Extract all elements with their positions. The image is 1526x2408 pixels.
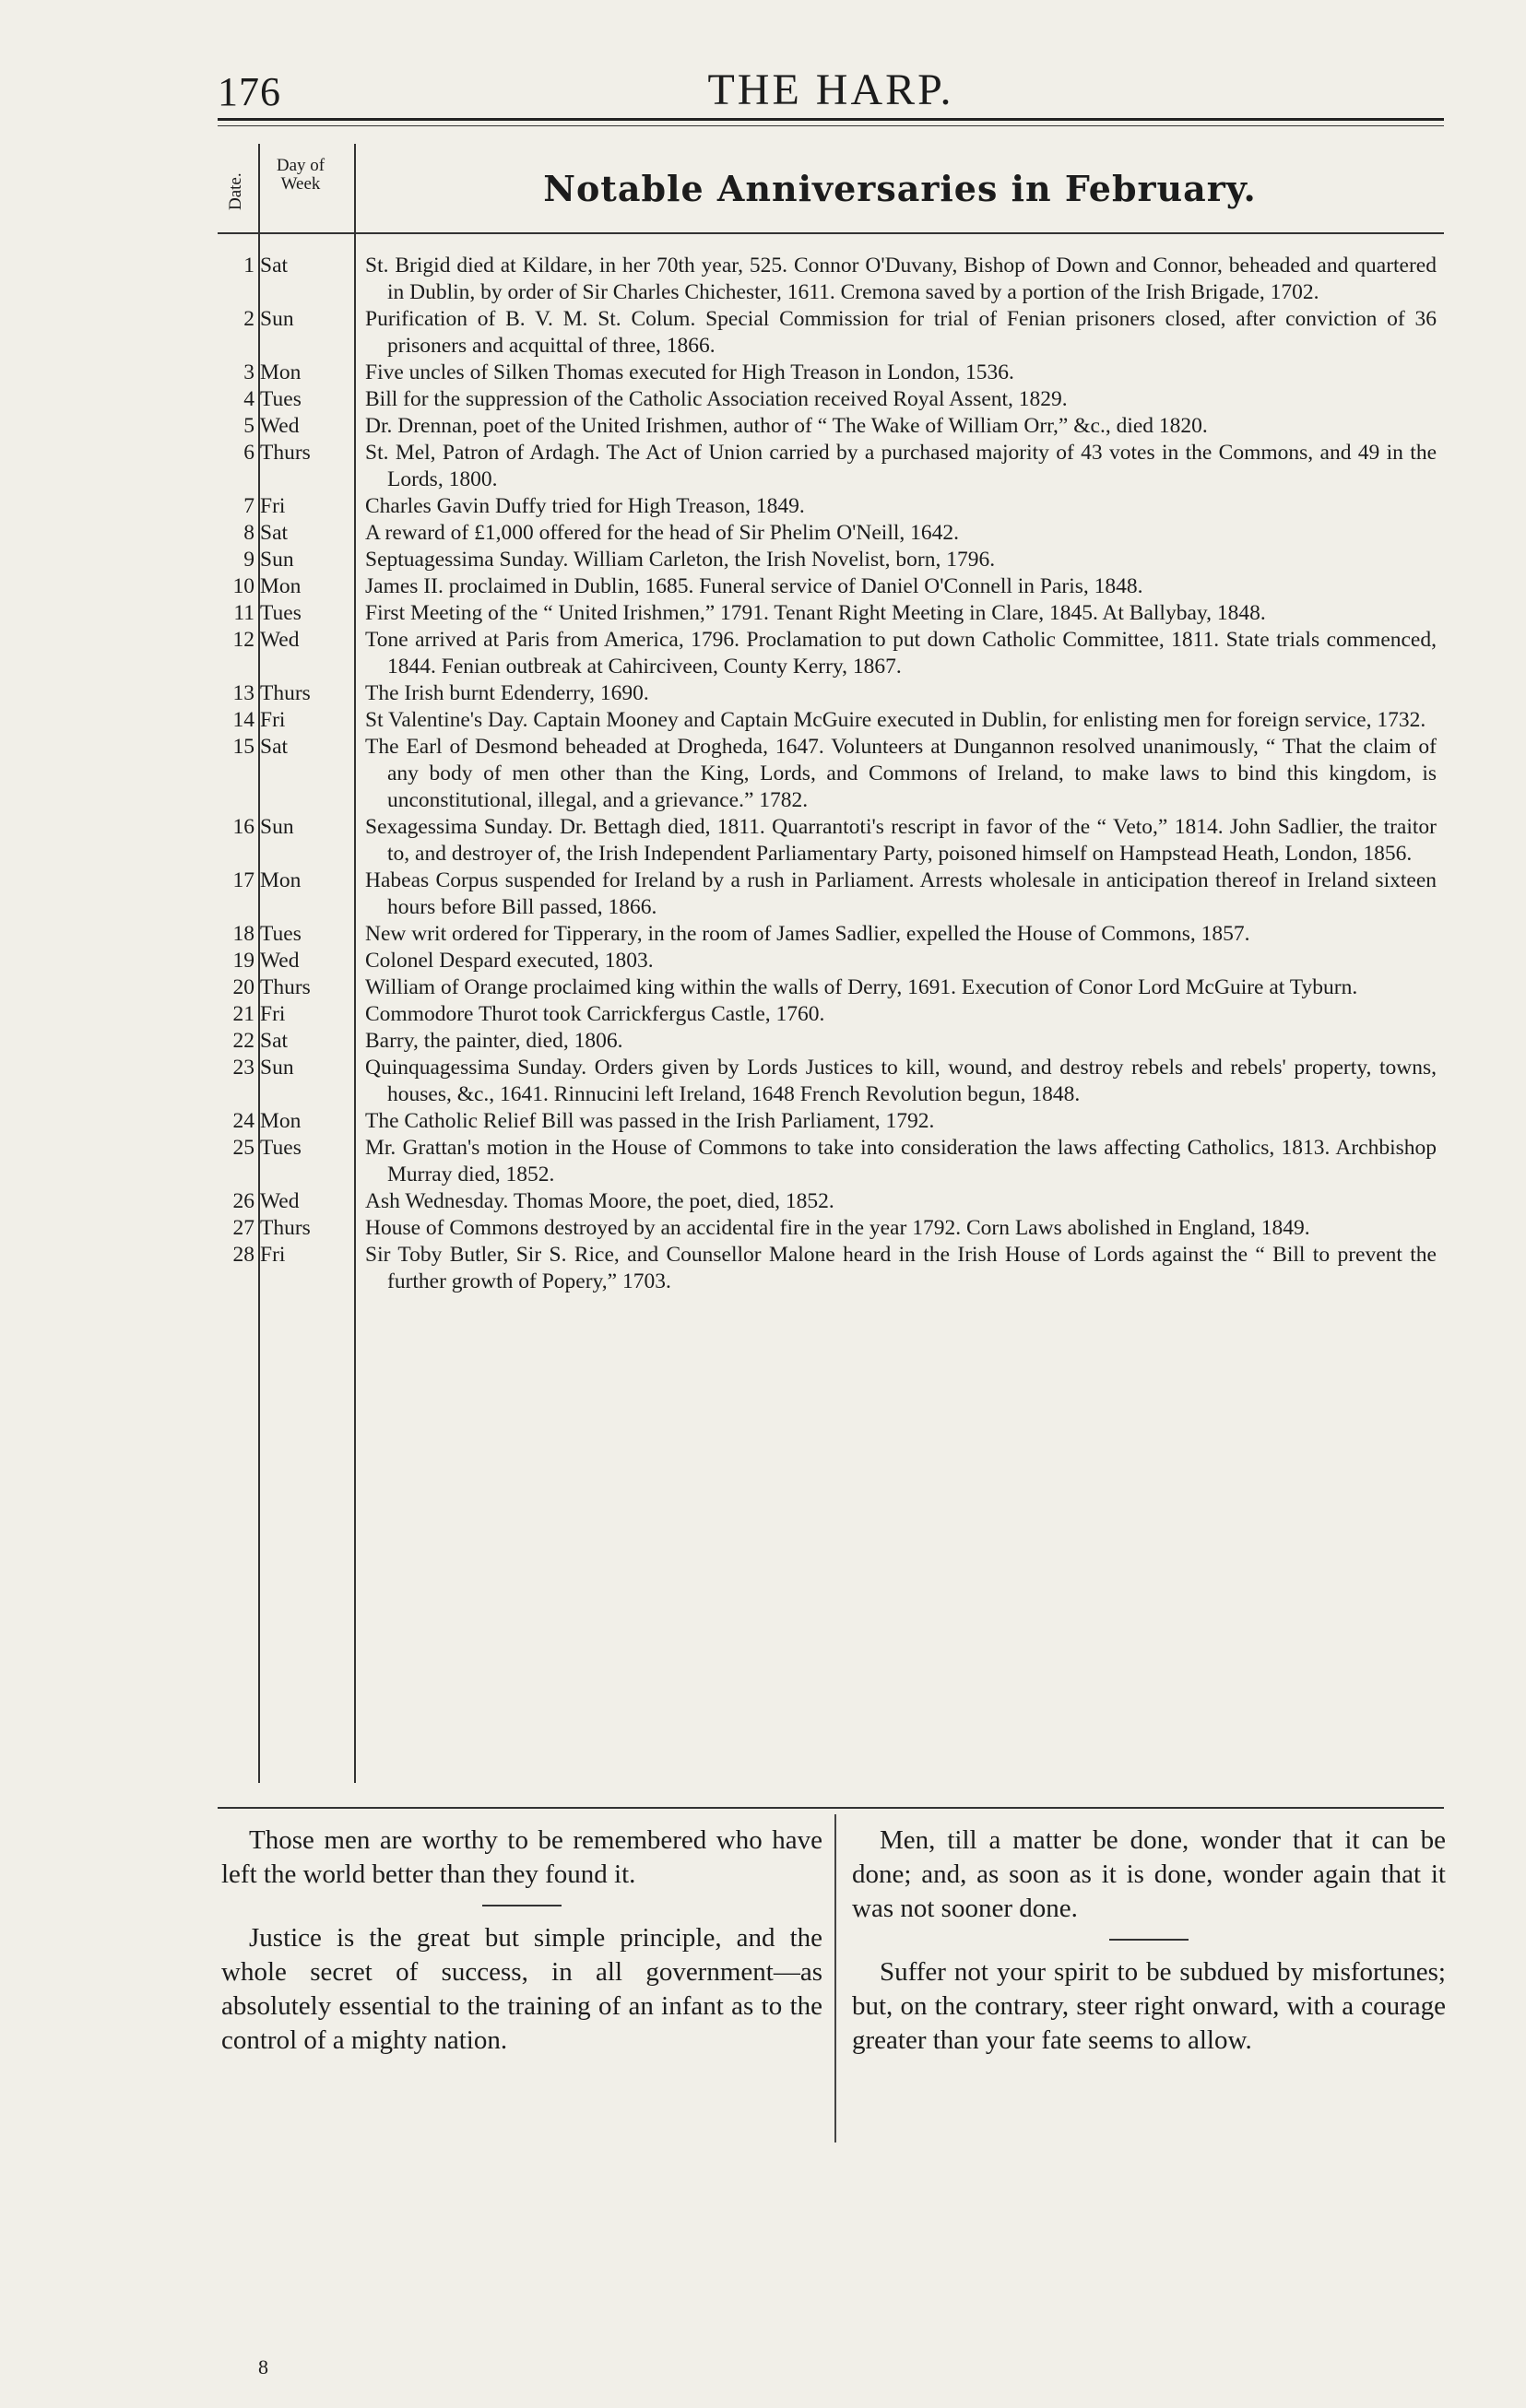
table-row: [218, 1135, 1444, 1188]
row-date: 2: [243, 307, 254, 331]
row-day-of-week: Sat: [260, 521, 289, 545]
row-date: 27: [232, 1216, 254, 1240]
row-date: 12: [232, 628, 254, 652]
sayings-column-divider: [834, 1814, 836, 2142]
row-events: Barry, the painter, died, 1806.: [365, 1029, 623, 1053]
header-rule-thin: [218, 125, 1444, 126]
row-events: House of Commons destroyed by an accidental fire in the year 1792. Corn Laws abolished in England, 1849.: [365, 1216, 1310, 1240]
header-rule: [218, 118, 1444, 121]
row-date: 8: [243, 521, 254, 545]
running-title: THE HARP.: [707, 65, 954, 114]
row-day-of-week: Thurs: [260, 681, 311, 705]
row-day-of-week: Sat: [260, 735, 289, 759]
table-row: [218, 493, 1444, 520]
row-date: 22: [232, 1029, 254, 1053]
row-day-of-week: Sun: [260, 307, 294, 331]
table-row: [218, 1242, 1444, 1295]
row-day-of-week: Fri: [260, 1002, 286, 1026]
table-row: [218, 547, 1444, 573]
row-events: Colonel Despard executed, 1803.: [365, 949, 654, 973]
table-row: [218, 1055, 1444, 1108]
table-row: [218, 680, 1444, 707]
row-events: St. Brigid died at Kildare, in her 70th year, 525. Connor O'Duvany, Bishop of Down and Connor, beheaded and quartered in Dublin, by order of Sir Charles Chichester, 1611. Cremona saved by a portion of the Irish Brigade, 1702.: [365, 254, 1437, 304]
sayings-rule: [218, 1807, 1444, 1809]
row-events: Tone arrived at Paris from America, 1796. Proclamation to put down Catholic Committee, 1811. State trials commenced, 1844. Fenian outbreak at Cahirciveen, County Kerry, 1867.: [365, 628, 1437, 679]
column-header-day-of-week: Day of Week: [276, 156, 325, 194]
table-row: [218, 707, 1444, 734]
row-day-of-week: Sat: [260, 1029, 289, 1053]
table-row: [218, 948, 1444, 974]
row-date: 9: [243, 548, 254, 572]
row-events: Septuagessima Sunday. William Carleton, the Irish Novelist, born, 1796.: [365, 548, 996, 572]
row-date: 10: [232, 574, 254, 598]
row-date: 7: [243, 494, 254, 518]
row-date: 4: [243, 387, 254, 411]
row-date: 15: [232, 735, 254, 759]
table-row: [218, 814, 1444, 868]
table-row: [218, 921, 1444, 948]
row-day-of-week: Tues: [260, 601, 302, 625]
saying: Those men are worthy to be remembered who have left the world better than they found it.: [221, 1825, 822, 1889]
row-day-of-week: Wed: [260, 1189, 300, 1213]
row-date: 6: [243, 441, 254, 465]
table-row: [218, 1108, 1444, 1135]
saying-separator: [482, 1905, 562, 1906]
row-day-of-week: Tues: [260, 1136, 302, 1160]
saying: Men, till a matter be done, wonder that it can be done; and, as soon as it is done, wonder again that it was not sooner done.: [852, 1825, 1446, 1923]
row-date: 21: [232, 1002, 254, 1026]
row-day-of-week: Wed: [260, 414, 300, 438]
row-events: Ash Wednesday. Thomas Moore, the poet, died, 1852.: [365, 1189, 834, 1213]
table-row: [218, 627, 1444, 680]
row-day-of-week: Fri: [260, 708, 286, 732]
row-day-of-week: Sun: [260, 1056, 294, 1080]
row-date: 28: [232, 1243, 254, 1267]
row-events: Quinquagessima Sunday. Orders given by Lords Justices to kill, wound, and destroy rebels and rebels' property, towns, houses, &c., 1641. Rinnucini left Ireland, 1648 French Revolution begun, 1848.: [365, 1056, 1437, 1106]
row-date: 5: [243, 414, 254, 438]
row-events: Habeas Corpus suspended for Ireland by a rush in Parliament. Arrests wholesale in anticipation thereof in Ireland sixteen hours before Bill passed, 1866.: [365, 868, 1437, 919]
folio-mark: 8: [258, 2355, 268, 2378]
table-row: [218, 386, 1444, 413]
row-events: The Irish burnt Edenderry, 1690.: [365, 681, 649, 705]
row-date: 11: [233, 601, 254, 625]
row-date: 19: [232, 949, 254, 973]
table-row: [218, 413, 1444, 440]
row-day-of-week: Thurs: [260, 441, 311, 465]
row-events: Five uncles of Silken Thomas executed for High Treason in London, 1536.: [365, 360, 1014, 384]
column-header-date: Date.: [226, 172, 245, 211]
row-day-of-week: Fri: [260, 494, 286, 518]
row-date: 24: [232, 1109, 254, 1133]
table-row: [218, 734, 1444, 814]
page-number: 176: [218, 69, 281, 114]
table-row: [218, 868, 1444, 921]
row-date: 16: [232, 815, 254, 839]
row-day-of-week: Mon: [260, 574, 302, 598]
table-row: [218, 253, 1444, 306]
row-day-of-week: Mon: [260, 360, 302, 384]
row-date: 25: [232, 1136, 254, 1160]
row-events: Purification of B. V. M. St. Colum. Special Commission for trial of Fenian prisoners closed, after conviction of 36 prisoners and acquittal of three, 1866.: [365, 307, 1437, 358]
row-day-of-week: Tues: [260, 922, 302, 946]
row-events: James II. proclaimed in Dublin, 1685. Funeral service of Daniel O'Connell in Paris, 1848.: [365, 574, 1143, 598]
row-events: Charles Gavin Duffy tried for High Treason, 1849.: [365, 494, 805, 518]
row-day-of-week: Mon: [260, 1109, 302, 1133]
row-events: A reward of £1,000 offered for the head of Sir Phelim O'Neill, 1642.: [365, 521, 960, 545]
row-day-of-week: Wed: [260, 949, 300, 973]
row-day-of-week: Fri: [260, 1243, 286, 1267]
table-row: [218, 1001, 1444, 1028]
saying-separator: [1109, 1939, 1189, 1941]
row-events: St. Mel, Patron of Ardagh. The Act of Union carried by a purchased majority of 43 votes in the Commons, and 49 in the Lords, 1800.: [365, 441, 1437, 491]
row-date: 13: [232, 681, 254, 705]
row-date: 3: [243, 360, 254, 384]
row-date: 1: [243, 254, 254, 277]
row-date: 14: [232, 708, 254, 732]
saying: Suffer not your spirit to be subdued by misfortunes; but, on the contrary, steer right onward, with a courage greater than your fate seems to allow.: [852, 1957, 1446, 2055]
table-row: [218, 360, 1444, 386]
table-row: [218, 1188, 1444, 1215]
table-row: [218, 600, 1444, 627]
row-events: New writ ordered for Tipperary, in the room of James Sadlier, expelled the House of Commons, 1857.: [365, 922, 1250, 946]
table-row: [218, 440, 1444, 493]
row-day-of-week: Sun: [260, 548, 294, 572]
table-row: [218, 306, 1444, 360]
row-events: Sexagessima Sunday. Dr. Bettagh died, 1811. Quarrantoti's rescript in favor of the “ Veto,” 1814. John Sadlier, the traitor to, and destroyer of, the Irish Independent Parliamentary Party, poisoned himself on Hampstead Heath, London, 1856.: [365, 815, 1437, 866]
row-day-of-week: Mon: [260, 868, 302, 892]
row-day-of-week: Thurs: [260, 1216, 311, 1240]
row-day-of-week: Sat: [260, 254, 289, 277]
row-date: 18: [232, 922, 254, 946]
row-day-of-week: Thurs: [260, 975, 311, 999]
row-events: Sir Toby Butler, Sir S. Rice, and Counsellor Malone heard in the Irish House of Lords against the “ Bill to prevent the further growth of Popery,” 1703.: [365, 1243, 1437, 1293]
row-events: St Valentine's Day. Captain Mooney and Captain McGuire executed in Dublin, for enlisting men for foreign service, 1732.: [365, 708, 1426, 732]
anniversaries-table: [218, 144, 1444, 1783]
table-row: [218, 573, 1444, 600]
row-events: Commodore Thurot took Carrickfergus Castle, 1760.: [365, 1002, 825, 1026]
row-date: 17: [232, 868, 254, 892]
sayings-left-column: [221, 1824, 822, 2058]
table-title: Notable Anniversaries in February.: [543, 168, 1257, 209]
row-date: 23: [232, 1056, 254, 1080]
row-day-of-week: Tues: [260, 387, 302, 411]
row-events: First Meeting of the “ United Irishmen,” 1791. Tenant Right Meeting in Clare, 1845. At Ballybay, 1848.: [365, 601, 1266, 625]
table-body: [218, 253, 1444, 1295]
table-row: [218, 520, 1444, 547]
row-events: Bill for the suppression of the Catholic Association received Royal Assent, 1829.: [365, 387, 1068, 411]
row-events: The Earl of Desmond beheaded at Drogheda, 1647. Volunteers at Dungannon resolved unanimously, “ That the claim of any body of men other than the King, Lords, and Commons of Ireland, to make laws to bind this kingdom, is unconstitutional, illegal, and a grievance.” 1782.: [365, 735, 1437, 812]
running-head: [218, 65, 1444, 120]
row-date: 20: [232, 975, 254, 999]
sayings-right-column: [852, 1824, 1446, 2058]
saying: Justice is the great but simple principle, and the whole secret of success, in all government—as absolutely essential to the training of an infant as to the control of a mighty nation.: [221, 1923, 822, 2055]
row-day-of-week: Sun: [260, 815, 294, 839]
row-day-of-week: Wed: [260, 628, 300, 652]
table-row: [218, 974, 1444, 1001]
row-date: 26: [232, 1189, 254, 1213]
table-row: [218, 1028, 1444, 1055]
row-events: William of Orange proclaimed king within the walls of Derry, 1691. Execution of Conor Lord McGuire at Tyburn.: [365, 975, 1358, 999]
table-row: [218, 1215, 1444, 1242]
row-events: Mr. Grattan's motion in the House of Commons to take into consideration the laws affecting Catholics, 1813. Archbishop Murray died, 1852.: [365, 1136, 1437, 1186]
table-header-rule: [218, 232, 1444, 234]
row-events: Dr. Drennan, poet of the United Irishmen, author of “ The Wake of William Orr,” &c., died 1820.: [365, 414, 1208, 438]
row-events: The Catholic Relief Bill was passed in the Irish Parliament, 1792.: [365, 1109, 935, 1133]
